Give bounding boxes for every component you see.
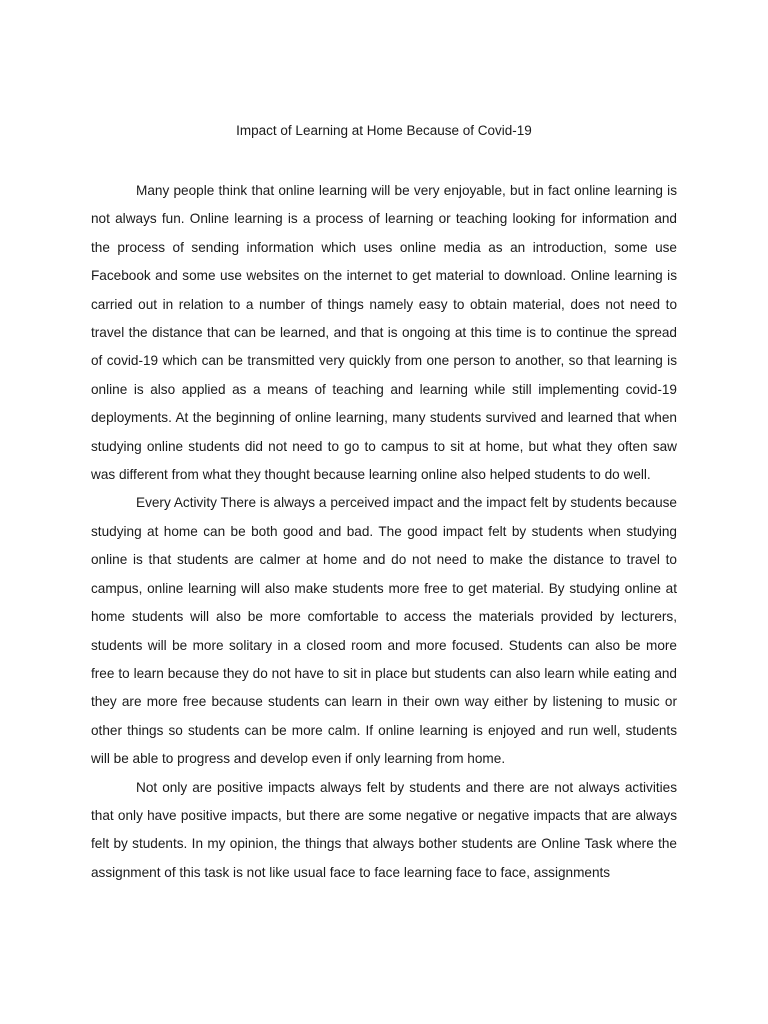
paragraph-negative-impacts: Not only are positive impacts always felt by students and there are not always activities that only have positive impacts, but there are some negative or negative impacts that are always felt by students. In my opinion, the things that always bother students are Online Task where the assignment of this task is not like usual face to face learning face to face, assignments xyxy=(91,779,677,880)
paragraph-positive-impacts: Every Activity There is always a perceived impact and the impact felt by students because studying at home can be both good and bad. The good impact felt by students when studying online is that students are calmer at home and do not need to make the distance to travel to campus, online learning will also make students more free to get material. By studying online at home students will also be more comfortable to access the materials provided by lecturers, students will be more solitary in a closed room and more focused. Students can also be more free to learn because they do not have to sit in place but students can also learn while eating and they are more free because students can learn in their own way either by listening to music or other things so students can be more calm. If online learning is enjoyed and run well, students will be able to progress and develop even if only learning from home. xyxy=(91,495,677,767)
paragraph-online-learning-intro: Many people think that online learning will be very enjoyable, but in fact online learning is not always fun. Online learning is a process of learning or teaching looking for information and the process of sending information which uses online media as an introduction, some use Facebook and some use websites on the internet to get material to download. Online learning is carried out in relation to a number of things namely easy to obtain material, does not need to travel the distance that can be learned, and that is ongoing at this time is to continue the spread of covid-19 which can be transmitted very quickly from one person to another, so that learning is online is also applied as a means of teaching and learning while still implementing covid-19 deployments. At the beginning of online learning, many students survived and learned that when studying online students did not need to go to campus to sit at home, but what they often saw was different from what they thought because learning online also helped students to do well. xyxy=(91,183,677,483)
document-title: Impact of Learning at Home Because of Covid-19 xyxy=(236,123,532,138)
document-body xyxy=(91,177,677,887)
